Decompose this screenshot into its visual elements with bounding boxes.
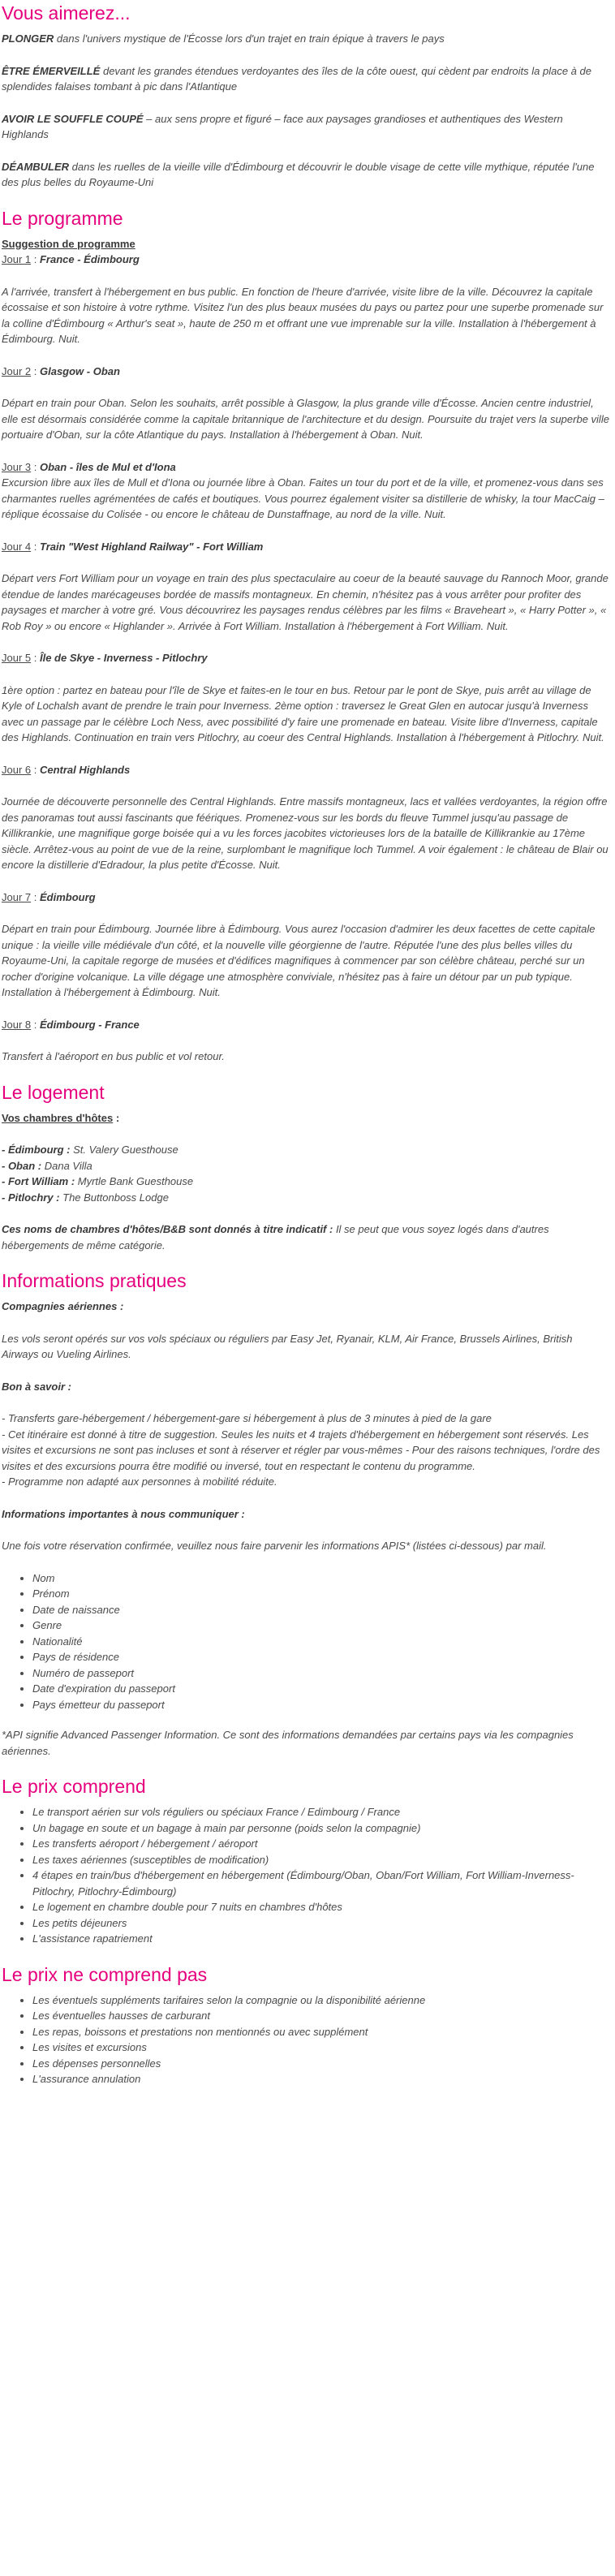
- highlight-item: [2, 31, 609, 47]
- lodging-item: [2, 1158, 609, 1174]
- day-block: [2, 890, 609, 1001]
- day-block: [2, 762, 609, 873]
- day-text: 1ère option : partez en bateau pour l'île de Skye et faites-en le tour en bus. Retour par le pont de Skye, puis arrêt au village de Kyle of Lochalsh avant de prendre le train pour Inverness. 2ème option : traversez le Great Glen en autocar jusqu'à Inverness avec un passage par le célèbre Loch Ness, avec possibilité d'y faire une promenade en bateau. Visite libre d'Inverness, capitale des Highlands. Continuation en train vers Pitlochry, au coeur des Central Highlands. Installation à l'hébergement à Pitlochry. Nuit.: [2, 683, 604, 743]
- day-text: Départ vers Fort William pour un voyage en train des plus spectaculaire au coeur de la beauté sauvage du Rannoch Moor, grande étendue de landes marécageuses bordée de massifs montagneux. En chemin, n'hésitez pas à vous arrêter pour profiter des paysages et marcher à votre gré. Vous découvrirez les paysages rendus célèbres par les films « Braveheart », « Harry Potter », « Rob Roy » ou encore « Highlander ». Arrivée à Fort William. Installation à l'hébergement à Fort William. Nuit.: [2, 572, 609, 632]
- lodging-name: St. Valery Guesthouse: [70, 1144, 178, 1156]
- highlight-keyword: ÊTRE ÉMERVEILLÉ: [2, 64, 101, 77]
- included-item: • Les petits déjeuners: [32, 1915, 609, 1932]
- highlight-text: devant les grandes étendues verdoyantes des îles de la côte ouest, qui cèdent par endroits la place à de splendides falaises tombant à pic dans l'Atlantique: [2, 64, 591, 93]
- excluded-item: • Les éventuelles hausses de carburant: [32, 2008, 609, 2024]
- day-number: Jour 2: [2, 364, 32, 377]
- excluded-item: • Les repas, boissons et prestations non mentionnés ou avec supplément: [32, 2024, 609, 2040]
- highlights-list: [2, 31, 609, 191]
- apis-item: • Numéro de passeport: [32, 1665, 609, 1682]
- lodging-subtitle: Vos chambres d'hôtes: [2, 1111, 114, 1124]
- highlight-item: [2, 159, 609, 191]
- lodging-name: The Buttonboss Lodge: [59, 1191, 169, 1204]
- lodging-city: - Édimbourg :: [2, 1144, 71, 1156]
- bon-line: - Programme non adapté aux personnes à mobilité réduite.: [2, 1475, 277, 1488]
- excluded-list: [2, 1992, 609, 2087]
- section-prix-ne-comprend-pas: [2, 1963, 609, 2087]
- apis-item: • Pays émetteur du passeport: [32, 1697, 609, 1713]
- day-name: Oban - îles de Mul et d'Iona: [39, 460, 176, 473]
- apis-item: • Nationalité: [32, 1634, 609, 1650]
- section-title: Le logement: [2, 1081, 105, 1103]
- excluded-item: • Les dépenses personnelles: [32, 2056, 609, 2072]
- day-number: Jour 3: [2, 460, 32, 473]
- lodging-city: - Pitlochry :: [2, 1191, 60, 1204]
- included-item: • Les transferts aéroport / hébergement / aéroport: [32, 1836, 609, 1852]
- section-title: Le prix ne comprend pas: [2, 1963, 208, 1985]
- product-description: [0, 2, 615, 2134]
- apis-item: • Nom: [32, 1570, 609, 1587]
- day-text: Départ en train pour Oban. Selon les souhaits, arrêt possible à Glasgow, la plus grande ville d'Écosse. Ancien centre industriel, elle est désormais considérée comme la capitale britannique de l'architecture et du design. Poursuite du trajet vers la superbe ville portuaire d'Oban, sur la côte Atlantique du pays. Installation à l'hébergement à Oban. Nuit.: [2, 397, 609, 441]
- section-programme: [2, 207, 609, 1065]
- section-vous-aimerez: [2, 2, 609, 191]
- day-block: [2, 252, 609, 347]
- day-text: A l'arrivée, transfert à l'hébergement en bus public. En fonction de l'heure d'arrivée, visite libre de la ville. Découvrez la capitale écossaise et son histoire à votre rythme. Visitez l'un des plus beaux musées du pays ou partez pour une superbe promenade sur la colline d'Édimbourg « Arthur's seat », haute de 250 m et offrant une vue imprenable sur la ville. Installation à l'hébergement à Édimbourg. Nuit.: [2, 285, 604, 345]
- highlight-text: dans les ruelles de la vieille ville d'Édimbourg et découvrir le double visage de cette ville mythique, réputée l'une des plus belles du Royaume-Uni: [2, 160, 595, 188]
- day-title: Jour 8 : Édimbourg - France: [2, 1018, 140, 1031]
- day-number: Jour 1: [2, 253, 32, 265]
- day-title: Jour 5 : Île de Skye - Inverness - Pitlochry: [2, 652, 208, 664]
- day-number: Jour 4: [2, 540, 32, 553]
- day-title: Jour 1 : France - Édimbourg: [2, 253, 140, 265]
- apis-item: • Date d'expiration du passeport: [32, 1681, 609, 1697]
- excluded-item: • L'assurance annulation: [32, 2071, 609, 2087]
- day-text: Excursion libre aux îles de Mull et d'Iona ou journée libre à Oban. Faites un tour du port et de la ville, et promenez-vous dans ses charmantes ruelles agrémentées de cafés et boutiques. Vous pourrez également visiter sa distillerie de whisky, la tour MacCaig – réplique écossaise du Colisée - ou encore le château de Dunstaffnage, au nord de la ville. Nuit.: [2, 476, 604, 520]
- lodging-item: [2, 1190, 609, 1206]
- included-item: • Un bagage en soute et un bagage à main par personne (poids selon la compagnie): [32, 1820, 609, 1837]
- lodging-city: - Oban :: [2, 1159, 42, 1172]
- highlight-text: dans l'univers mystique de l'Écosse lors d'un trajet en train épique à travers le pays: [54, 32, 445, 45]
- lodging-item: [2, 1142, 609, 1158]
- highlight-keyword: DÉAMBULER: [2, 160, 70, 173]
- day-text: Départ en train pour Édimbourg. Journée libre à Édimbourg. Vous aurez l'occasion d'admirer les deux facettes de cette capitale unique : la vieille ville médiévale d'un côté, et la nouvelle ville géorgienne de l'autre. Réputée l'une des plus belles villes du Royaume-Uni, la capitale regorge de musées et d'édifices magnifiques à commencer par son célèbre château, perché sur un rocher d'origine volcanique. La ville dégage une atmosphère conviviale, n'hésitez pas à faire un détour par un pub typique. Installation à l'hébergement à Édimbourg. Nuit.: [2, 923, 596, 998]
- highlight-item: [2, 63, 609, 95]
- important-text: Une fois votre réservation confirmée, veuillez nous faire parvenir les informations APIS* (listées ci-dessous) par mail.: [2, 1540, 547, 1552]
- lodging-note-strong: Ces noms de chambres d'hôtes/B&B sont donnés à titre indicatif :: [2, 1223, 333, 1235]
- day-block: [2, 539, 609, 635]
- day-name: Central Highlands: [39, 763, 131, 776]
- day-name: Train "West Highland Railway" - Fort William: [39, 540, 264, 553]
- highlight-keyword: AVOIR LE SOUFFLE COUPÉ: [2, 112, 144, 125]
- apis-item: • Pays de résidence: [32, 1649, 609, 1665]
- apis-item: • Prénom: [32, 1586, 609, 1602]
- lodging-item: [2, 1174, 609, 1190]
- airlines-heading: Compagnies aériennes :: [2, 1300, 124, 1312]
- included-item: • Le logement en chambre double pour 7 nuits en chambres d'hôtes: [32, 1899, 609, 1915]
- day-title: Jour 2 : Glasgow - Oban: [2, 364, 120, 377]
- day-number: Jour 5: [2, 652, 32, 664]
- excluded-item: • Les éventuels suppléments tarifaires selon la compagnie ou la disponibilité aérienne: [32, 1992, 609, 2009]
- day-title: Jour 4 : Train "West Highland Railway" - Fort William: [2, 540, 264, 553]
- highlight-keyword: PLONGER: [2, 32, 54, 45]
- day-name: Glasgow - Oban: [39, 364, 120, 377]
- bon-heading: Bon à savoir :: [2, 1380, 71, 1393]
- day-name: France - Édimbourg: [39, 253, 140, 265]
- lodging-subtitle-suffix: :: [113, 1111, 120, 1124]
- excluded-item: • Les visites et excursions: [32, 2040, 609, 2056]
- lodging-note-text: Il se peut que vous soyez logés dans d'autres hébergements de même catégorie.: [2, 1223, 549, 1251]
- included-item: • Les taxes aériennes (susceptibles de modification): [32, 1852, 609, 1868]
- day-text: Transfert à l'aéroport en bus public et vol retour.: [2, 1050, 225, 1062]
- lodging-city: - Fort William :: [2, 1175, 75, 1187]
- bon-line: - Cet itinéraire est donné à titre de suggestion. Seules les nuits et 4 trajets d'hébergement en hébergement sont réservés. Les visites et excursions ne sont pas incluses et sont à réserver et régler par vous-mêmes - Pour des raisons techniques, l'ordre des visites et des excursions pourra être modifié ou inversé, tout en respectant le contenu du programme.: [2, 1428, 600, 1472]
- included-item: • L'assistance rapatriement: [32, 1931, 609, 1947]
- highlight-text: – aux sens propre et figuré – face aux paysages grandioses et authentiques des Western Highlands: [2, 112, 563, 140]
- day-name: Île de Skye - Inverness - Pitlochry: [39, 652, 208, 664]
- apis-item: • Genre: [32, 1618, 609, 1634]
- airlines-text: Les vols seront opérés sur vos vols spéciaux ou réguliers par Easy Jet, Ryanair, KLM, Air France, Brussels Airlines, British Airways ou Vueling Airlines.: [2, 1332, 573, 1360]
- section-infos-pratiques: [2, 1269, 609, 1759]
- apis-note: *API signifie Advanced Passenger Information. Ce sont des informations demandées par certains pays via les compagnies aériennes.: [2, 1729, 574, 1757]
- section-logement: [2, 1081, 609, 1254]
- day-name: Édimbourg: [39, 890, 96, 903]
- day-block: [2, 364, 609, 443]
- day-number: Jour 6: [2, 763, 32, 776]
- day-list: [2, 252, 609, 1065]
- day-block: [2, 1017, 609, 1065]
- important-heading: Informations importantes à nous communiquer :: [2, 1507, 245, 1520]
- day-title: Jour 6 : Central Highlands: [2, 763, 131, 776]
- section-title: Informations pratiques: [2, 1270, 187, 1291]
- day-block: [2, 459, 609, 523]
- highlight-item: [2, 111, 609, 143]
- lodging-name: Myrtle Bank Guesthouse: [75, 1175, 194, 1187]
- included-item: • 4 étapes en train/bus d'hébergement en hébergement (Édimbourg/Oban, Oban/Fort William, Fort William-Inverness-Pitlochry, Pitlochry-Édimbourg): [32, 1867, 609, 1899]
- day-block: [2, 650, 609, 746]
- bon-line: - Transferts gare-hébergement / hébergement-gare si hébergement à plus de 3 minutes à pied de la gare: [2, 1412, 492, 1424]
- apis-item: • Date de naissance: [32, 1602, 609, 1618]
- section-title: Le prix comprend: [2, 1776, 146, 1797]
- section-title: Le programme: [2, 207, 123, 229]
- day-title: Jour 7 : Édimbourg: [2, 890, 96, 903]
- day-number: Jour 7: [2, 890, 32, 903]
- section-title: Vous aimerez...: [2, 2, 131, 24]
- included-item: • Le transport aérien sur vols réguliers ou spéciaux France / Edimbourg / France: [32, 1804, 609, 1820]
- included-list: [2, 1804, 609, 1947]
- day-title: Jour 3 : Oban - îles de Mul et d'Iona: [2, 460, 176, 473]
- day-text: Journée de découverte personnelle des Central Highlands. Entre massifs montagneux, lacs et vallées verdoyantes, la région offre des panoramas tout aussi fascinants que féériques. Promenez-vous sur les bords du fleuve Tummel jusqu'au passage de Killikrankie, une magnifique gorge boisée qui a vu les forces jacobites victorieuses lors de la bataille de Killikrankie au 17ème siècle. Arrêtez-vous au point de vue de la reine, surplombant le magnifique loch Tummel. A voir également : le château de Blair ou encore la distillerie d'Edradour, la plus petite d'Écosse. Nuit.: [2, 795, 609, 871]
- day-number: Jour 8: [2, 1018, 32, 1031]
- day-name: Édimbourg - France: [39, 1018, 140, 1031]
- bon-lines: [2, 1411, 609, 1490]
- lodging-list: [2, 1142, 609, 1205]
- section-prix-comprend: [2, 1775, 609, 1947]
- lodging-name: Dana Villa: [41, 1159, 92, 1172]
- apis-list: [2, 1570, 609, 1713]
- programme-subtitle: Suggestion de programme: [2, 237, 135, 250]
